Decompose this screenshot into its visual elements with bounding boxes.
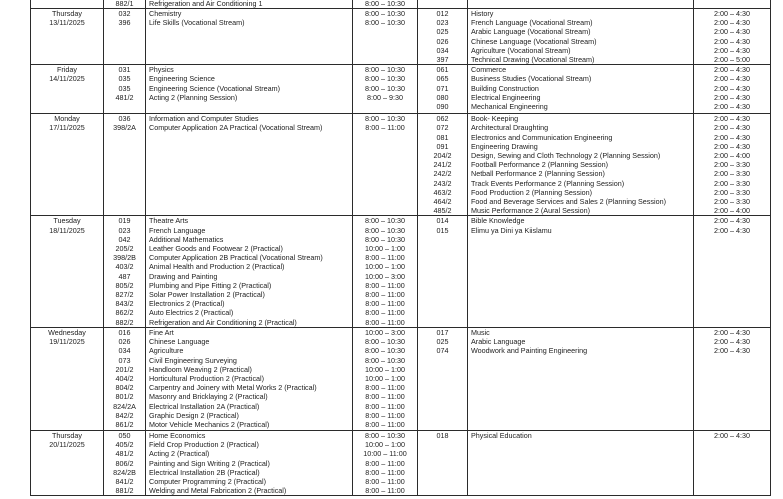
exam-time: 2:00 – 3:30 xyxy=(714,178,750,188)
subject-name: Electrical Engineering xyxy=(471,92,541,102)
timetable-row xyxy=(31,430,771,495)
subject-code: 050 xyxy=(118,430,131,440)
exam-time: 2:00 – 4:30 xyxy=(714,346,750,356)
exam-time: 10:00 – 1:00 xyxy=(365,373,405,383)
subject-name: Music Performance 2 (Aural Session) xyxy=(471,206,591,216)
subject-code: 019 xyxy=(118,216,131,226)
subject-code: 801/2 xyxy=(115,392,134,402)
subject-code: 843/2 xyxy=(115,299,134,309)
subject-code: 025 xyxy=(436,337,449,347)
subject-code: 017 xyxy=(436,327,449,337)
subject-name: Food and Beverage Services and Sales 2 (Planning Session) xyxy=(471,197,666,207)
exam-time: 10:00 – 1:00 xyxy=(365,262,405,272)
exam-time: 2:00 – 5:00 xyxy=(714,55,750,65)
exam-time: 8:00 – 11:00 xyxy=(365,253,405,263)
subject-code: 463/2 xyxy=(433,187,452,197)
exam-time: 8:00 – 10:30 xyxy=(365,346,405,356)
subject-code: 090 xyxy=(436,102,449,112)
subject-code: 241/2 xyxy=(433,160,452,170)
subject-name: Motor Vehicle Mechanics 2 (Practical) xyxy=(149,419,270,429)
subject-code: 074 xyxy=(436,346,449,356)
morning-time-cell xyxy=(353,0,418,9)
subject-name: Commerce xyxy=(471,65,507,75)
day-cell xyxy=(31,216,104,327)
exam-time: 2:00 – 4:30 xyxy=(714,18,750,28)
afternoon-subject-cell xyxy=(468,65,694,114)
subject-code: 862/2 xyxy=(115,308,134,318)
afternoon-time-cell xyxy=(694,327,771,430)
subject-name: Welding and Metal Fabrication 2 (Practical) xyxy=(149,486,287,496)
subject-name: Auto Electrics 2 (Practical) xyxy=(149,308,234,318)
exam-time: 2:00 – 4:30 xyxy=(714,92,750,102)
day-cell xyxy=(31,430,104,495)
subject-code: 015 xyxy=(436,225,449,235)
subject-name: Solar Power Installation 2 (Practical) xyxy=(149,290,265,300)
exam-time: 8:00 – 11:00 xyxy=(365,458,405,468)
subject-code: 398/2B xyxy=(113,253,136,263)
exam-time: 10:00 – 1:00 xyxy=(365,244,405,254)
subject-code: 026 xyxy=(436,36,449,46)
exam-time: 8:00 – 11:00 xyxy=(365,383,405,393)
subject-code: 398/2A xyxy=(113,123,136,133)
subject-name: Refrigeration and Air Conditioning 2 (Practical) xyxy=(149,317,297,327)
exam-time: 8:00 – 11:00 xyxy=(365,317,405,327)
subject-name: Electrical Installation 2B (Practical) xyxy=(149,467,260,477)
day-cell xyxy=(31,327,104,430)
subject-name: Life Skills (Vocational Stream) xyxy=(149,18,245,28)
morning-code-cell xyxy=(104,216,146,327)
subject-name: Arabic Language xyxy=(471,337,526,347)
exam-time: 2:00 – 4:30 xyxy=(714,327,750,337)
afternoon-subject-cell xyxy=(468,216,694,327)
exam-time: 2:00 – 4:30 xyxy=(714,74,750,84)
subject-code: 827/2 xyxy=(115,290,134,300)
timetable-row xyxy=(31,216,771,327)
exam-time: 2:00 – 3:30 xyxy=(714,169,750,179)
subject-code: 091 xyxy=(436,141,449,151)
exam-time: 2:00 – 4:30 xyxy=(714,36,750,46)
exam-time: 2:00 – 3:30 xyxy=(714,187,750,197)
afternoon-code-cell xyxy=(418,114,468,216)
exam-time: 2:00 – 4:30 xyxy=(714,83,750,93)
subject-code: 804/2 xyxy=(115,383,134,393)
afternoon-code-cell xyxy=(418,9,468,65)
subject-name: Leather Goods and Footwear 2 (Practical) xyxy=(149,244,283,254)
day-cell xyxy=(31,65,104,114)
subject-code: 071 xyxy=(436,83,449,93)
subject-code: 882/2 xyxy=(115,317,134,327)
subject-code: 397 xyxy=(436,55,449,65)
day-cell xyxy=(31,0,104,9)
afternoon-code-cell xyxy=(418,65,468,114)
day-name: Wednesday xyxy=(48,327,86,337)
exam-time: 10:00 – 1:00 xyxy=(365,364,405,374)
exam-time: 2:00 – 4:00 xyxy=(714,206,750,216)
subject-name: Engineering Drawing xyxy=(471,141,538,151)
subject-code: 061 xyxy=(436,65,449,75)
morning-time-cell xyxy=(353,65,418,114)
afternoon-subject-cell xyxy=(468,327,694,430)
subject-name: Track Events Performance 2 (Planning Session) xyxy=(471,178,625,188)
subject-code: 205/2 xyxy=(115,244,134,254)
exam-time: 10:00 – 11:00 xyxy=(363,449,407,459)
subject-code: 073 xyxy=(118,355,131,365)
timetable-row xyxy=(31,327,771,430)
subject-code: 016 xyxy=(118,327,131,337)
day-name: Friday xyxy=(57,65,77,75)
morning-code-cell xyxy=(104,430,146,495)
subject-code: 403/2 xyxy=(115,262,134,272)
subject-code: 405/2 xyxy=(115,440,134,450)
subject-name: Carpentry and Joinery with Metal Works 2 (Practical) xyxy=(149,383,317,393)
timetable-body xyxy=(31,0,771,496)
afternoon-time-cell xyxy=(694,9,771,65)
subject-code: 396 xyxy=(118,18,131,28)
subject-name: Acting 2 (Practical) xyxy=(149,449,210,459)
afternoon-time-cell xyxy=(694,65,771,114)
subject-name: Chinese Language xyxy=(149,337,210,347)
subject-name: Elimu ya Dini ya Kiislamu xyxy=(471,225,552,235)
subject-name: Computer Application 2B Practical (Vocational Stream) xyxy=(149,253,323,263)
morning-subject-cell xyxy=(146,0,353,9)
subject-code: 805/2 xyxy=(115,280,134,290)
subject-code: 026 xyxy=(118,337,131,347)
morning-subject-cell xyxy=(146,430,353,495)
exam-time: 2:00 – 4:30 xyxy=(714,114,750,124)
subject-code: 031 xyxy=(118,65,131,75)
subject-code: 042 xyxy=(118,234,131,244)
subject-code: 080 xyxy=(436,92,449,102)
exam-time: 2:00 – 4:30 xyxy=(714,132,750,142)
exam-time: 8:00 – 11:00 xyxy=(365,299,405,309)
subject-code: 243/2 xyxy=(433,178,452,188)
afternoon-time-cell xyxy=(694,114,771,216)
subject-code: 841/2 xyxy=(115,476,134,486)
subject-code: 464/2 xyxy=(433,197,452,207)
day-date: 19/11/2025 xyxy=(49,337,85,347)
subject-name: Home Economics xyxy=(149,430,206,440)
subject-code: 824/2B xyxy=(113,467,136,477)
exam-time: 2:00 – 4:30 xyxy=(714,225,750,235)
exam-time: 8:00 – 10:30 xyxy=(365,430,405,440)
afternoon-code-cell xyxy=(418,327,468,430)
exam-time: 8:00 – 11:00 xyxy=(365,280,405,290)
day-name: Thursday xyxy=(52,9,82,18)
exam-time: 2:00 – 4:30 xyxy=(714,123,750,133)
exam-time: 8:00 – 10:30 xyxy=(365,18,405,28)
subject-name: Additional Mathematics xyxy=(149,234,224,244)
subject-name: Design, Sewing and Cloth Technology 2 (Planning Session) xyxy=(471,151,661,161)
subject-code: 023 xyxy=(436,18,449,28)
exam-time: 8:00 – 11:00 xyxy=(365,410,405,420)
subject-name: Business Studies (Vocational Stream) xyxy=(471,74,592,84)
exam-time: 8:00 – 10:30 xyxy=(365,83,405,93)
subject-name: Horticultural Production 2 (Practical) xyxy=(149,373,265,383)
subject-name: French Language xyxy=(149,225,206,235)
subject-name: Music xyxy=(471,327,490,337)
morning-subject-cell xyxy=(146,216,353,327)
timetable-row xyxy=(31,65,771,114)
exam-time: 2:00 – 4:30 xyxy=(714,216,750,226)
exam-time: 8:00 – 10:30 xyxy=(365,114,405,124)
subject-name: Agriculture xyxy=(149,346,184,356)
morning-code-cell xyxy=(104,65,146,114)
day-date: 17/11/2025 xyxy=(49,123,85,133)
day-date: 18/11/2025 xyxy=(49,225,85,235)
subject-name: Building Construction xyxy=(471,83,539,93)
subject-code: 842/2 xyxy=(115,410,134,420)
exam-time: 2:00 – 4:30 xyxy=(714,65,750,75)
subject-name: Graphic Design 2 (Practical) xyxy=(149,410,239,420)
day-date: 20/11/2025 xyxy=(49,440,85,450)
subject-name: Physics xyxy=(149,65,174,75)
exam-time: 2:00 – 4:30 xyxy=(714,337,750,347)
morning-time-cell xyxy=(353,114,418,216)
afternoon-time-cell xyxy=(694,216,771,327)
subject-code: 035 xyxy=(118,74,131,84)
subject-code: 025 xyxy=(436,27,449,37)
subject-name: Electronics and Communication Engineering xyxy=(471,132,613,142)
subject-code: 404/2 xyxy=(115,373,134,383)
subject-name: Electrical Installation 2A (Practical) xyxy=(149,401,260,411)
subject-name: Electronics 2 (Practical) xyxy=(149,299,225,309)
subject-code: 481/2 xyxy=(115,449,134,459)
exam-time: 8:00 – 11:00 xyxy=(365,123,405,133)
subject-name: Civil Engineering Surveying xyxy=(149,355,237,365)
morning-subject-cell xyxy=(146,327,353,430)
subject-name: Theatre Arts xyxy=(149,216,189,226)
day-name: Monday xyxy=(54,114,80,124)
subject-name: Woodwork and Painting Engineering xyxy=(471,346,588,356)
afternoon-code-cell xyxy=(418,0,468,9)
subject-code: 065 xyxy=(436,74,449,84)
exam-time: 8:00 – 10:30 xyxy=(365,65,405,75)
exam-time: 8:00 – 11:00 xyxy=(365,476,405,486)
timetable-row xyxy=(31,114,771,216)
morning-time-cell xyxy=(353,327,418,430)
afternoon-code-cell xyxy=(418,430,468,495)
timetable-row-partial xyxy=(31,0,771,9)
morning-time-cell xyxy=(353,9,418,65)
afternoon-subject-cell xyxy=(468,0,694,9)
exam-time: 2:00 – 4:30 xyxy=(714,45,750,55)
exam-time: 8:00 – 9:30 xyxy=(367,92,403,102)
afternoon-subject-cell xyxy=(468,9,694,65)
subject-code: 861/2 xyxy=(115,419,134,429)
exam-time: 8:00 – 10:30 xyxy=(365,337,405,347)
subject-code: 062 xyxy=(436,114,449,124)
subject-name: Chinese Language (Vocational Stream) xyxy=(471,36,597,46)
subject-code: 018 xyxy=(436,430,449,440)
subject-name: Computer Application 2A Practical (Vocational Stream) xyxy=(149,123,323,133)
subject-name: Arabic Language (Vocational Stream) xyxy=(471,27,591,37)
subject-name: Handloom Weaving 2 (Practical) xyxy=(149,364,252,374)
exam-time: 2:00 – 4:30 xyxy=(714,141,750,151)
day-date: 13/11/2025 xyxy=(49,18,85,28)
subject-code: 034 xyxy=(118,346,131,356)
subject-name: Acting 2 (Planning Session) xyxy=(149,92,238,102)
afternoon-code-cell xyxy=(418,216,468,327)
day-date: 14/11/2025 xyxy=(49,74,85,84)
day-name: Thursday xyxy=(52,430,82,440)
subject-name: Fine Art xyxy=(149,327,174,337)
exam-timetable xyxy=(30,0,771,496)
exam-time: 8:00 – 11:00 xyxy=(365,392,405,402)
morning-code-cell xyxy=(104,0,146,9)
subject-code: 824/2A xyxy=(113,401,136,411)
morning-code-cell xyxy=(104,327,146,430)
timetable-row xyxy=(31,9,771,65)
exam-time: 8:00 – 10:30 xyxy=(365,9,405,18)
day-cell xyxy=(31,114,104,216)
subject-name: Food Production 2 (Planning Session) xyxy=(471,187,593,197)
exam-time: 10:00 – 3:00 xyxy=(365,271,405,281)
morning-subject-cell xyxy=(146,9,353,65)
subject-name: Information and Computer Studies xyxy=(149,114,259,124)
exam-time: 8:00 – 10:30 xyxy=(365,0,405,8)
morning-code-cell xyxy=(104,114,146,216)
exam-time: 10:00 – 3:00 xyxy=(365,327,405,337)
subject-name: Netball Performance 2 (Planning Session) xyxy=(471,169,605,179)
subject-name: Football Performance 2 (Planning Session) xyxy=(471,160,609,170)
exam-time: 10:00 – 1:00 xyxy=(365,440,405,450)
exam-time: 8:00 – 11:00 xyxy=(365,486,405,496)
exam-time: 8:00 – 11:00 xyxy=(365,290,405,300)
subject-name: Architectural Draughting xyxy=(471,123,549,133)
subject-code: 882/1 xyxy=(115,0,134,8)
subject-name: Chemistry xyxy=(149,9,182,18)
morning-time-cell xyxy=(353,216,418,327)
morning-code-cell xyxy=(104,9,146,65)
subject-name: Mechanical Engineering xyxy=(471,102,548,112)
exam-time: 8:00 – 10:30 xyxy=(365,234,405,244)
subject-name: Plumbing and Pipe Fitting 2 (Practical) xyxy=(149,280,272,290)
subject-name: Drawing and Painting xyxy=(149,271,218,281)
day-name: Tuesday xyxy=(53,216,81,226)
subject-name: Engineering Science (Vocational Stream) xyxy=(149,83,281,93)
subject-name: History xyxy=(471,9,494,18)
subject-code: 487 xyxy=(118,271,131,281)
subject-code: 204/2 xyxy=(433,151,452,161)
subject-code: 012 xyxy=(436,9,449,18)
afternoon-subject-cell xyxy=(468,430,694,495)
subject-name: French Language (Vocational Stream) xyxy=(471,18,593,28)
exam-time: 2:00 – 4:30 xyxy=(714,9,750,18)
subject-name: Masonry and Bricklaying 2 (Practical) xyxy=(149,392,268,402)
subject-name: Refrigeration and Air Conditioning 1 xyxy=(149,0,263,8)
exam-time: 8:00 – 11:00 xyxy=(365,419,405,429)
morning-subject-cell xyxy=(146,65,353,114)
day-cell xyxy=(31,9,104,65)
exam-time: 8:00 – 10:30 xyxy=(365,216,405,226)
subject-name: Painting and Sign Writing 2 (Practical) xyxy=(149,458,270,468)
exam-time: 8:00 – 10:30 xyxy=(365,355,405,365)
afternoon-time-cell xyxy=(694,0,771,9)
subject-code: 036 xyxy=(118,114,131,124)
exam-time: 8:00 – 10:30 xyxy=(365,74,405,84)
exam-time: 8:00 – 11:00 xyxy=(365,467,405,477)
subject-code: 023 xyxy=(118,225,131,235)
exam-time: 2:00 – 4:30 xyxy=(714,430,750,440)
subject-code: 035 xyxy=(118,83,131,93)
subject-name: Field Crop Production 2 (Practical) xyxy=(149,440,259,450)
subject-code: 072 xyxy=(436,123,449,133)
exam-time: 2:00 – 4:30 xyxy=(714,27,750,37)
exam-time: 2:00 – 4:00 xyxy=(714,151,750,161)
afternoon-subject-cell xyxy=(468,114,694,216)
subject-name: Agriculture (Vocational Stream) xyxy=(471,45,571,55)
exam-time: 2:00 – 3:30 xyxy=(714,160,750,170)
subject-code: 014 xyxy=(436,216,449,226)
subject-name: Engineering Science xyxy=(149,74,215,84)
morning-time-cell xyxy=(353,430,418,495)
subject-name: Computer Programming 2 (Practical) xyxy=(149,476,267,486)
subject-name: Bible Knowledge xyxy=(471,216,525,226)
subject-code: 081 xyxy=(436,132,449,142)
exam-time: 8:00 – 11:00 xyxy=(365,401,405,411)
subject-code: 032 xyxy=(118,9,131,18)
subject-code: 201/2 xyxy=(115,364,134,374)
subject-code: 481/2 xyxy=(115,92,134,102)
morning-subject-cell xyxy=(146,114,353,216)
subject-code: 881/2 xyxy=(115,486,134,496)
subject-name: Animal Health and Production 2 (Practical) xyxy=(149,262,285,272)
subject-code: 034 xyxy=(436,45,449,55)
subject-code: 242/2 xyxy=(433,169,452,179)
afternoon-time-cell xyxy=(694,430,771,495)
exam-time: 8:00 – 11:00 xyxy=(365,308,405,318)
subject-name: Book- Keeping xyxy=(471,114,519,124)
subject-code: 485/2 xyxy=(433,206,452,216)
subject-name: Physical Education xyxy=(471,430,532,440)
exam-time: 8:00 – 10:30 xyxy=(365,225,405,235)
exam-time: 2:00 – 4:30 xyxy=(714,102,750,112)
exam-time: 2:00 – 3:30 xyxy=(714,197,750,207)
subject-name: Technical Drawing (Vocational Stream) xyxy=(471,55,595,65)
subject-code: 806/2 xyxy=(115,458,134,468)
